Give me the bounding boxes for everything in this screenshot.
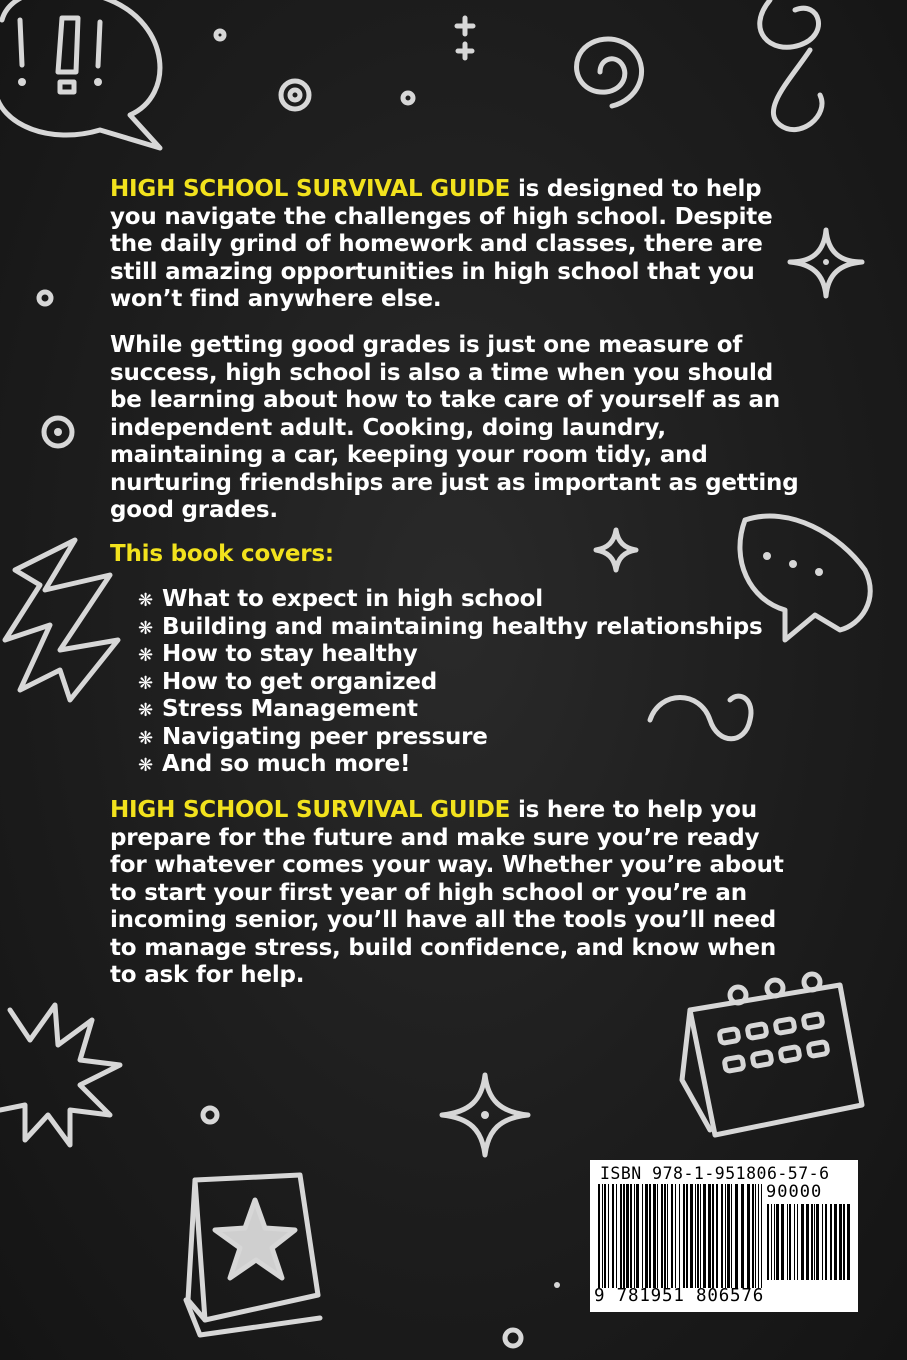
barcode-bar [847, 1204, 850, 1280]
barcode-bar [731, 1184, 732, 1288]
barcode-bar [716, 1184, 718, 1288]
barcode-bar [664, 1184, 666, 1288]
barcode-bar [661, 1184, 663, 1288]
barcode-bar [727, 1184, 730, 1288]
dot-doodle-icon [554, 1282, 560, 1288]
barcode-bar [634, 1184, 635, 1288]
notebook-star-icon [186, 1175, 320, 1335]
sparkle-icon [457, 18, 473, 58]
barcode-bar [781, 1204, 784, 1280]
barcode-bar [616, 1184, 617, 1288]
barcode-bar [801, 1204, 804, 1280]
barcode-bar [657, 1184, 658, 1288]
burst-icon [0, 1005, 120, 1145]
barcode-bar [604, 1184, 606, 1288]
barcode-bar [649, 1184, 651, 1288]
asterisk-bullet-icon: ❋ [138, 700, 153, 721]
asterisk-bullet-icon: ❋ [138, 727, 153, 749]
barcode-bar [626, 1184, 629, 1288]
intro-paragraph [110, 176, 800, 314]
barcode-bar [758, 1184, 759, 1288]
barcode-bar [712, 1184, 714, 1288]
barcode-bar [623, 1184, 625, 1288]
barcode-bar [602, 1184, 603, 1288]
barcode-bar [695, 1184, 696, 1288]
circle-doodle-icon [281, 81, 309, 109]
grades-paragraph: While getting good grades is just one measure of success, high school is also a time when you should be learning about how to take care of yourself as an independent adult. Cooking, doing laundry, maintaining a car, keeping your room tidy, and nurturing friendships are just as important as getting good grades. [110, 332, 799, 523]
intro-paragraph-text: is designed to help you navigate the challenges of high school. Despite the daily grind of homework and classes, there are still amazing opportunities in high school that you won’t find anywhere else. [110, 176, 773, 312]
closing-paragraph-text: is here to help you prepare for the future and make sure you’re ready for whatever comes your way. Whether you’re about to start your first year of high school or you’re an incoming senior, you’ll have all the tools you’ll need to manage stress, build confidence, and know when to ask for help. [110, 797, 784, 988]
book-title-highlight: HIGH SCHOOL SURVIVAL GUIDE [110, 176, 511, 202]
asterisk-bullet-icon: ❋ [138, 645, 153, 666]
barcode-bar [761, 1184, 762, 1288]
list-item [138, 696, 828, 724]
barcode-bar [679, 1184, 680, 1288]
covers-list [138, 586, 828, 779]
price-code: 90000 [766, 1182, 823, 1202]
barcode-bar [741, 1184, 744, 1288]
barcode-bar [708, 1184, 711, 1288]
list-item-text: Building and maintaining healthy relationships [162, 613, 763, 640]
barcode-bar [645, 1184, 648, 1288]
dot-doodle-icon [216, 31, 224, 39]
barcode-bar [697, 1184, 699, 1288]
list-item [138, 614, 828, 642]
barcode-bar [598, 1184, 600, 1288]
closing-paragraph [110, 797, 800, 990]
list-item [138, 751, 828, 779]
barcode-bar [822, 1204, 823, 1280]
barcode-bar [686, 1184, 688, 1288]
asterisk-bullet-icon: ❋ [138, 672, 153, 694]
barcode-bar [725, 1184, 726, 1288]
barcode-bar [747, 1184, 750, 1288]
calendar-icon [682, 974, 862, 1135]
barcode-bar [774, 1204, 775, 1280]
barcode-bar [752, 1184, 754, 1288]
isbn-barcode [590, 1160, 858, 1312]
barcode-bar [721, 1184, 723, 1288]
isbn-label: ISBN 978-1-951806-57-6 [600, 1164, 830, 1183]
speech-bubble-exclamation-icon [0, 0, 160, 148]
barcode-bar [612, 1184, 614, 1288]
list-item [138, 586, 828, 614]
sparkle-dot-icon [823, 259, 829, 265]
barcode-bar [776, 1204, 779, 1280]
covers-heading: This book covers: [110, 541, 334, 567]
barcode-bar [767, 1204, 769, 1280]
swirl-icon [760, 0, 822, 130]
list-item-text: Stress Management [162, 696, 418, 722]
small-spiral-icon [44, 418, 72, 446]
barcode-addon-bars [767, 1204, 851, 1280]
barcode-bar [675, 1184, 676, 1288]
asterisk-bullet-icon: ❋ [138, 755, 153, 776]
barcode-bar [755, 1184, 756, 1288]
barcode-bar [839, 1204, 842, 1280]
barcode-bar [787, 1204, 788, 1280]
asterisk-bullet-icon: ❋ [138, 590, 153, 611]
barcode-bar [735, 1184, 738, 1288]
barcode-bar [653, 1184, 656, 1288]
asterisk-bullet-icon: ❋ [138, 617, 153, 639]
barcode-bars [598, 1184, 762, 1288]
barcode-bar [806, 1204, 809, 1280]
barcode-bar [683, 1184, 685, 1288]
barcode-bar [642, 1184, 643, 1288]
barcode-bar [636, 1184, 639, 1288]
list-item-text: How to stay healthy [162, 641, 418, 667]
barcode-bar [700, 1184, 701, 1288]
barcode-bar [620, 1184, 622, 1288]
barcode-bar [667, 1184, 668, 1288]
barcode-bar [843, 1204, 845, 1280]
list-item [138, 669, 828, 697]
barcode-bar [671, 1184, 673, 1288]
list-item [138, 724, 828, 752]
barcode-bar [630, 1184, 632, 1288]
circle-doodle-inner-icon [290, 90, 300, 100]
barcode-bar [703, 1184, 706, 1288]
barcode-bar [830, 1204, 832, 1280]
list-item-text: What to expect in high school [162, 586, 543, 612]
list-item-text: Navigating peer pressure [162, 723, 488, 750]
barcode-bar [608, 1184, 609, 1288]
barcode-bar [811, 1204, 813, 1280]
barcode-bar [690, 1184, 693, 1288]
barcode-bar [816, 1204, 819, 1280]
list-item-text: And so much more! [162, 751, 411, 777]
barcode-bar [825, 1204, 827, 1280]
spiral-icon [577, 39, 642, 106]
list-item [138, 641, 828, 669]
dot-doodle-icon [403, 93, 413, 103]
circle-doodle-icon [505, 1330, 521, 1346]
lightning-bolt-icon [5, 540, 118, 700]
barcode-bar [771, 1204, 772, 1280]
book-title-highlight: HIGH SCHOOL SURVIVAL GUIDE [110, 797, 511, 823]
barcode-bar [797, 1204, 798, 1280]
barcode-bar [834, 1204, 837, 1280]
barcode-bar [814, 1204, 815, 1280]
sparkle-dot-icon [481, 1111, 489, 1119]
dot-doodle-icon [39, 292, 51, 304]
circle-doodle-icon [203, 1108, 217, 1122]
isbn-digits: 9 781951 806576 [594, 1286, 765, 1306]
barcode-bar [794, 1204, 795, 1280]
barcode-bar [789, 1204, 791, 1280]
list-item-text: How to get organized [162, 668, 438, 695]
